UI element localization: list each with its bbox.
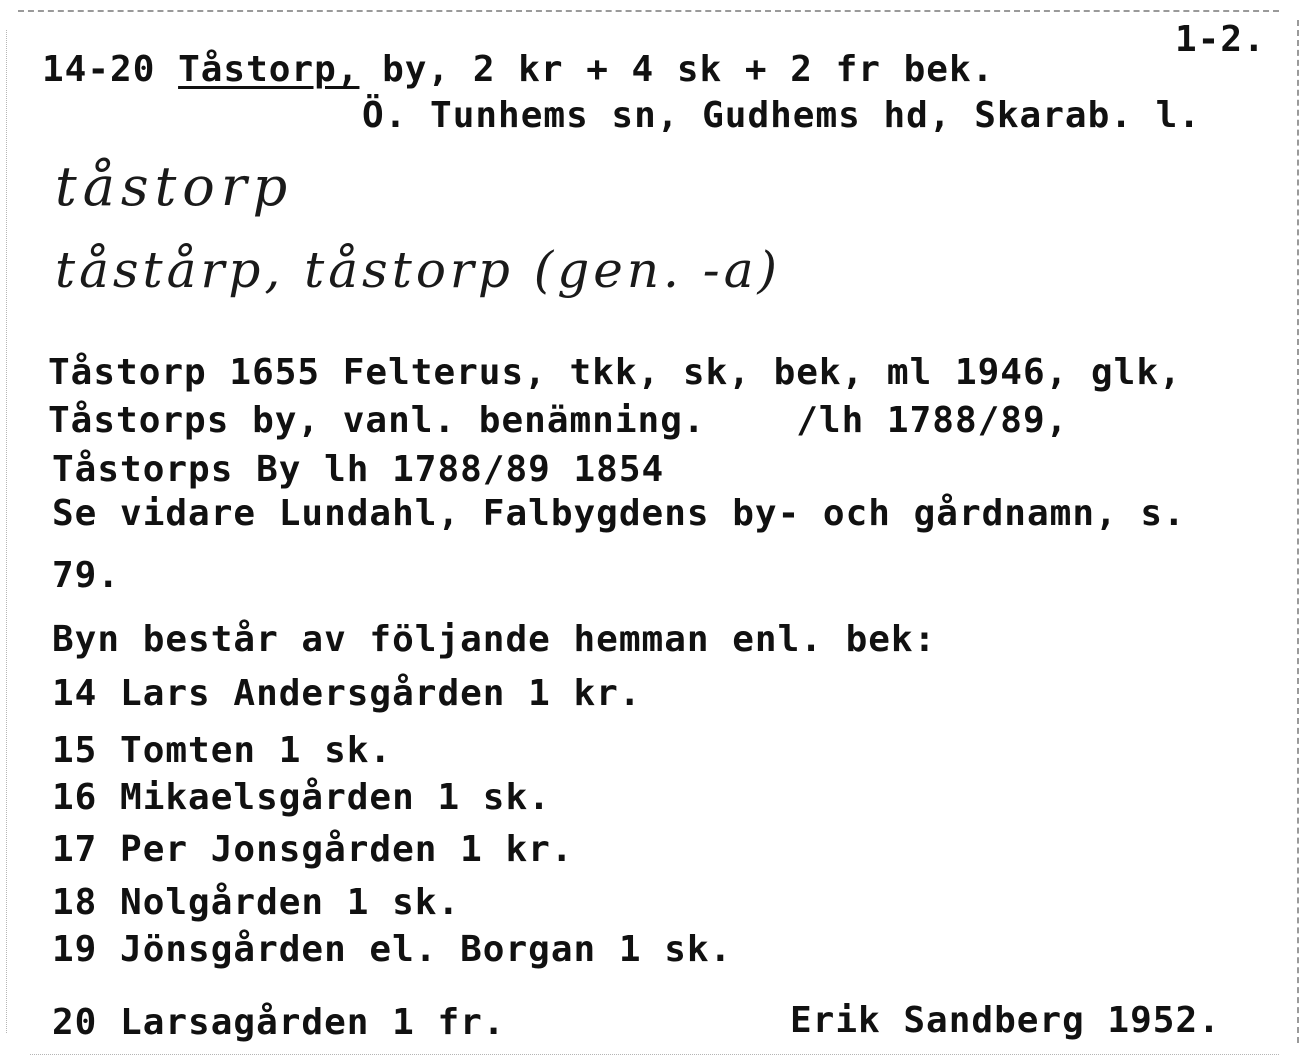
header-numbers: 14-20 <box>42 49 156 90</box>
hemman-item: 18 Nolgården 1 sk. <box>52 882 461 923</box>
source-line-2: Tåstorps by, vanl. benämning. /lh 1788/89, <box>48 400 1069 441</box>
signature: Erik Sandberg 1952. <box>790 1000 1221 1041</box>
hemman-item: 14 Lars Andersgården 1 kr. <box>52 673 642 714</box>
source-line-4: Se vidare Lundahl, Falbygdens by- och gårdnamn, s. <box>52 493 1186 534</box>
card-number: 1-2. <box>1175 19 1266 60</box>
hemman-item: 17 Per Jonsgården 1 kr. <box>52 829 574 870</box>
handwritten-pronunciation-1: tåstorp <box>55 155 294 218</box>
hemman-item: 16 Mikaelsgården 1 sk. <box>52 777 551 818</box>
hemman-item: 20 Larsagården 1 fr. <box>52 1002 506 1043</box>
handwritten-pronunciation-2: tåstårp, tåstorp (gen. -a) <box>55 241 782 299</box>
card-edge-top <box>18 10 1279 12</box>
card-edge-left <box>6 30 7 1033</box>
source-line-5: 79. <box>52 555 121 596</box>
card-edge-bottom <box>30 1054 1279 1055</box>
hemman-item: 15 Tomten 1 sk. <box>52 730 393 771</box>
header-line-1 <box>42 49 995 90</box>
hemman-item: 19 Jönsgården el. Borgan 1 sk. <box>52 929 733 970</box>
place-name: Tåstorp, <box>178 49 360 90</box>
list-intro: Byn består av följande hemman enl. bek: <box>52 619 937 660</box>
header-line-2: Ö. Tunhems sn, Gudhems hd, Skarab. l. <box>362 95 1201 136</box>
card-edge-right <box>1297 20 1299 1043</box>
source-line-3: Tåstorps By lh 1788/89 1854 <box>52 449 665 490</box>
source-line-1: Tåstorp 1655 Felterus, tkk, sk, bek, ml 1946, glk, <box>48 352 1182 393</box>
header-line-1-rest: by, 2 kr + 4 sk + 2 fr bek. <box>359 49 995 90</box>
